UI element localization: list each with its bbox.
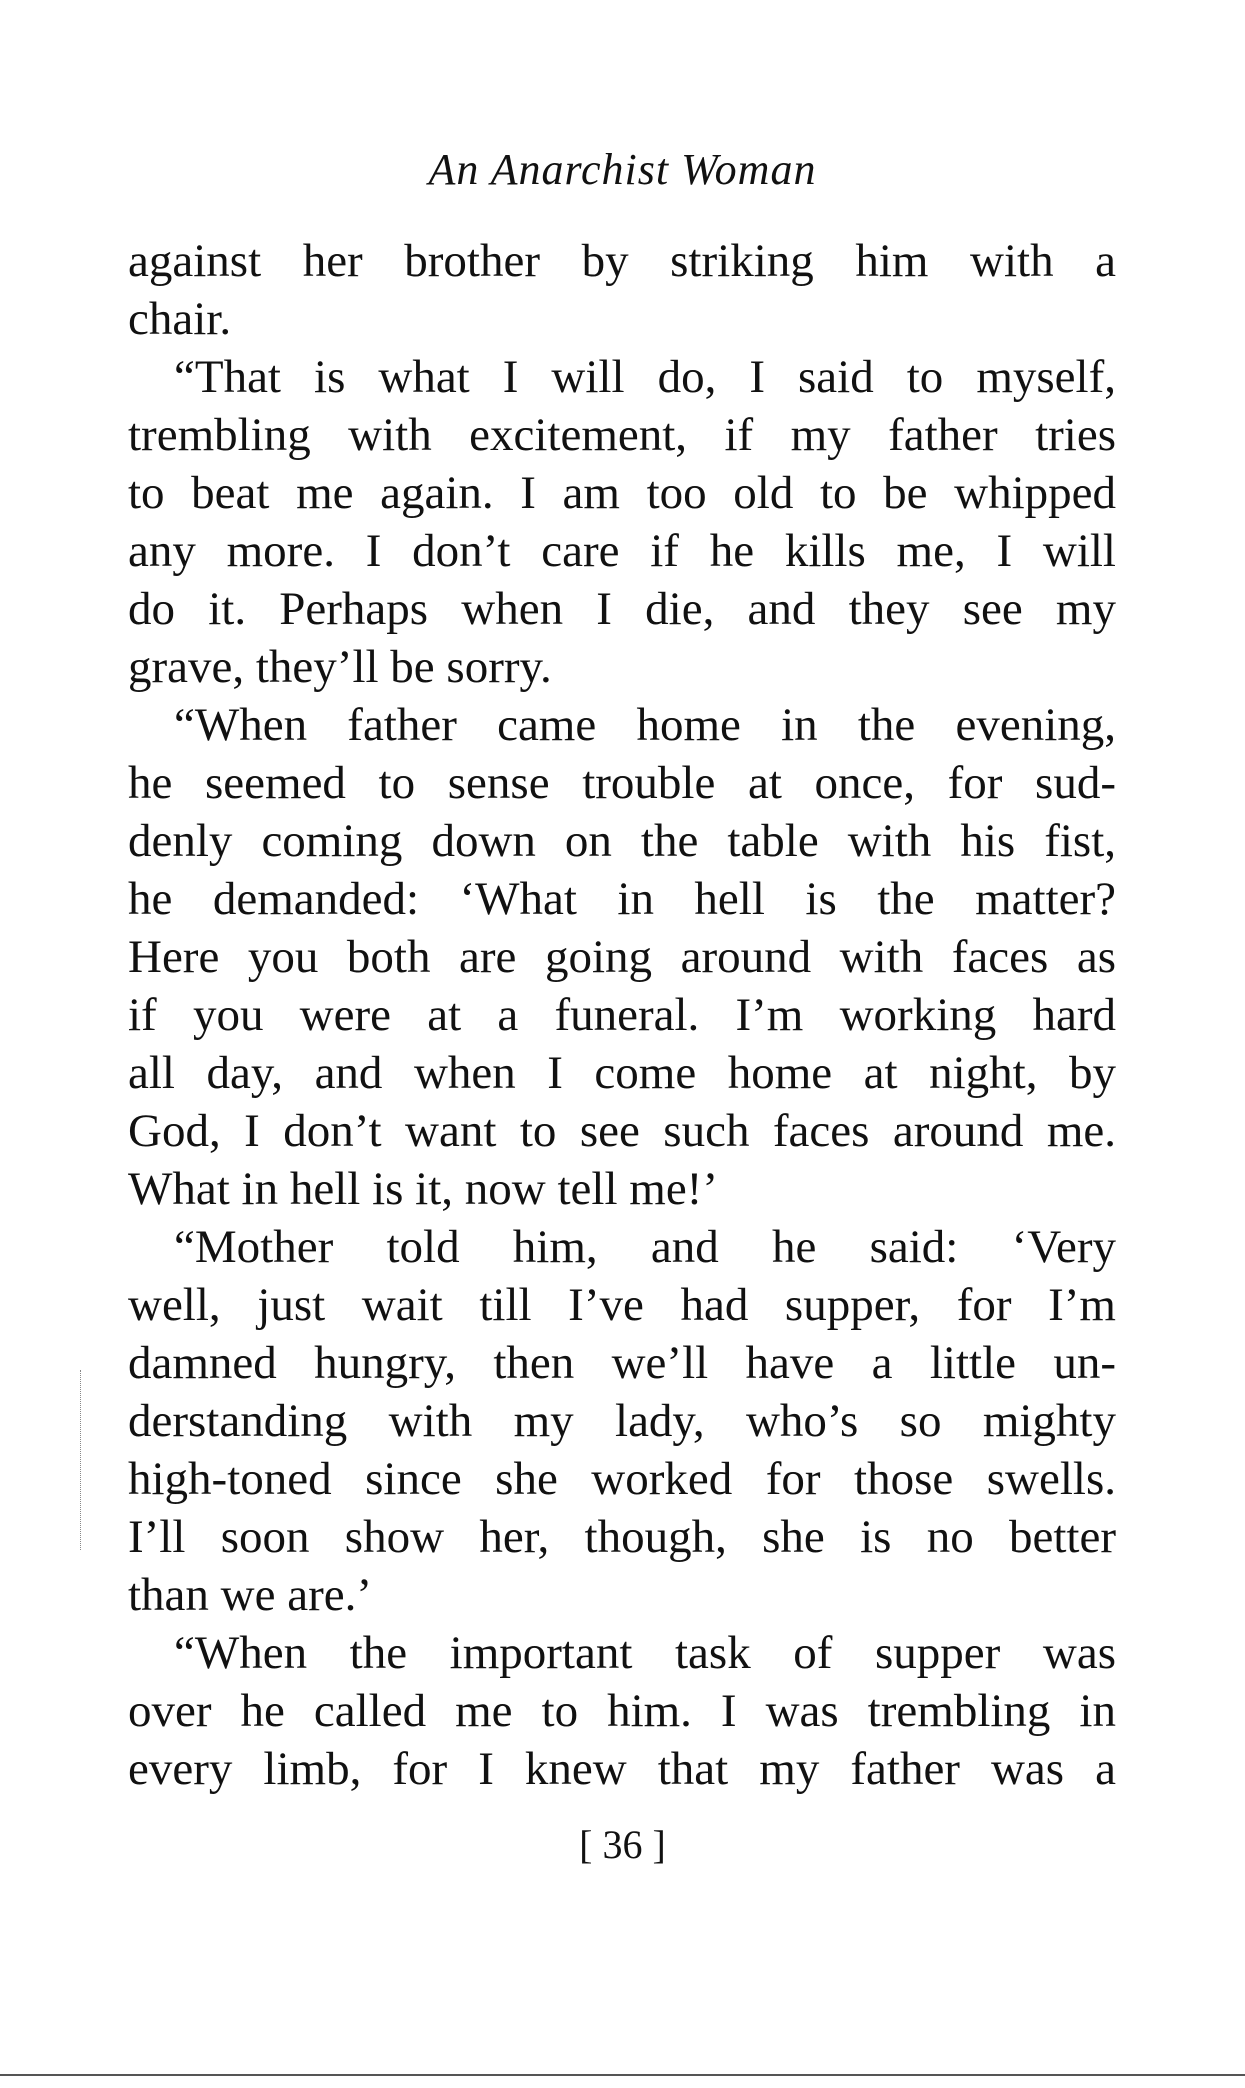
bottom-edge-rule bbox=[0, 2074, 1245, 2076]
text-line: every limb, for I knew that my father was a bbox=[128, 1743, 1116, 1795]
text-line: “That is what I will do, I said to myself, bbox=[174, 351, 1116, 403]
text-line: over he called me to him. I was trembling in bbox=[128, 1685, 1116, 1737]
text-line: if you were at a funeral. I’m working hard bbox=[128, 989, 1116, 1041]
text-line: grave, they’ll be sorry. bbox=[128, 641, 552, 693]
text-line: “Mother told him, and he said: ‘Very bbox=[174, 1221, 1116, 1273]
text-line: Here you both are going around with faces as bbox=[128, 931, 1116, 983]
running-head-title: An Anarchist Woman bbox=[428, 145, 817, 194]
text-line: well, just wait till I’ve had supper, for I’m bbox=[128, 1279, 1116, 1331]
text-line: damned hungry, then we’ll have a little un- bbox=[128, 1337, 1116, 1389]
body-text bbox=[128, 232, 1116, 1798]
text-line: chair. bbox=[128, 293, 232, 345]
text-line: What in hell is it, now tell me!’ bbox=[128, 1163, 718, 1215]
text-line: do it. Perhaps when I die, and they see my bbox=[128, 583, 1116, 635]
text-line: God, I don’t want to see such faces around me. bbox=[128, 1105, 1116, 1157]
page-number: [ 36 ] bbox=[579, 1822, 666, 1867]
text-line: to beat me again. I am too old to be whipped bbox=[128, 467, 1116, 519]
margin-smudge bbox=[80, 1370, 83, 1550]
text-line: “When father came home in the evening, bbox=[174, 699, 1116, 751]
text-line: than we are.’ bbox=[128, 1569, 372, 1621]
text-line: high-toned since she worked for those swells. bbox=[128, 1453, 1116, 1505]
text-line: “When the important task of supper was bbox=[174, 1627, 1116, 1679]
text-line: he seemed to sense trouble at once, for sud- bbox=[128, 757, 1116, 809]
text-line: he demanded: ‘What in hell is the matter? bbox=[128, 873, 1116, 925]
text-line: all day, and when I come home at night, by bbox=[128, 1047, 1116, 1099]
text-line: denly coming down on the table with his fist, bbox=[128, 815, 1116, 867]
text-line: trembling with excitement, if my father tries bbox=[128, 409, 1116, 461]
text-line: derstanding with my lady, who’s so mighty bbox=[128, 1395, 1116, 1447]
text-line: against her brother by striking him with a bbox=[128, 235, 1116, 287]
text-line: I’ll soon show her, though, she is no better bbox=[128, 1511, 1116, 1563]
text-line: any more. I don’t care if he kills me, I will bbox=[128, 525, 1116, 577]
